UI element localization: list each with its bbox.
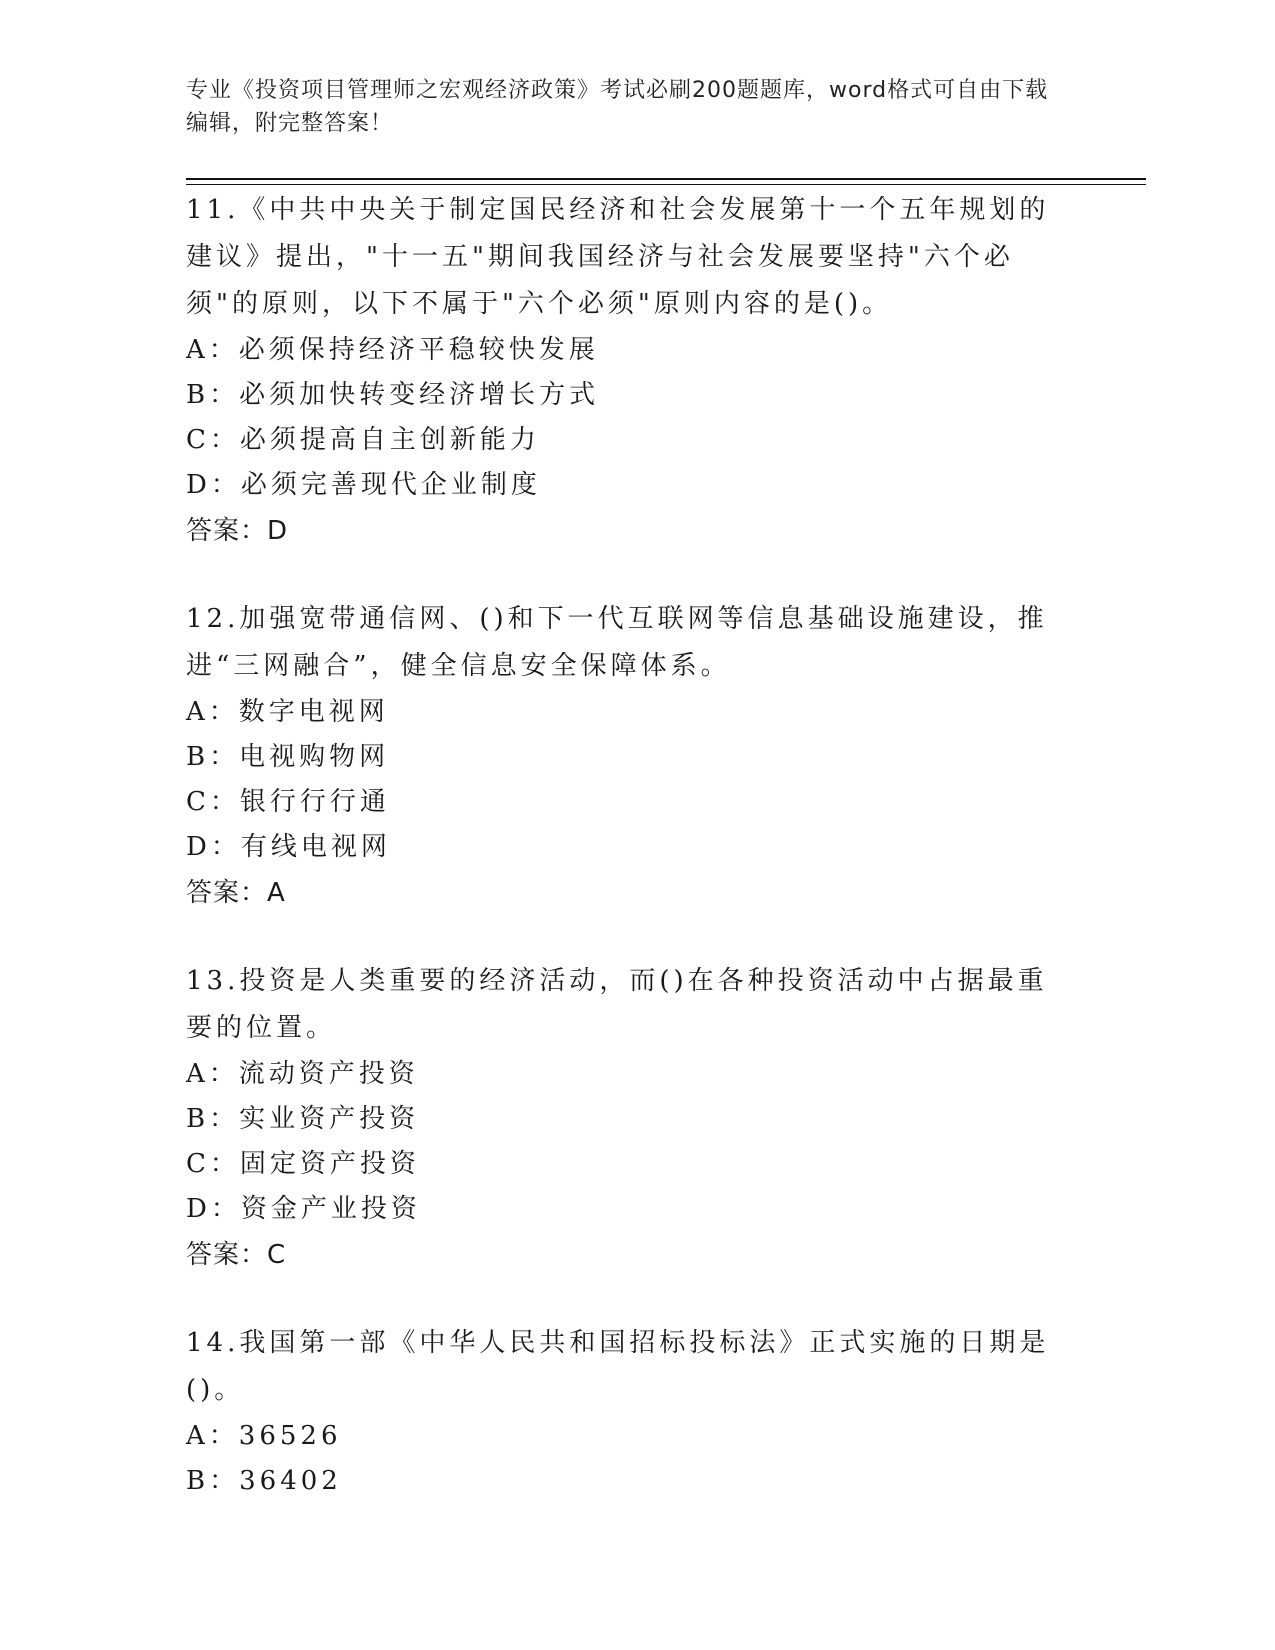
header-divider — [186, 178, 1146, 180]
question-text: 12.加强宽带通信网、()和下一代互联网等信息基础设施建设，推进“三网融合”，健全信息安全保障体系。 — [186, 604, 1048, 681]
option-b: B：36402 — [186, 1466, 342, 1496]
option-d: D：资金产业投资 — [186, 1194, 421, 1224]
option-b: B：实业资产投资 — [186, 1104, 420, 1134]
option-a: A：数字电视网 — [186, 697, 389, 727]
option-c: C：银行行行通 — [186, 787, 390, 817]
question-text: 14.我国第一部《中华人民共和国招标投标法》正式实施的日期是()。 — [186, 1328, 1050, 1405]
option-a: A：必须保持经济平稳较快发展 — [186, 335, 599, 365]
header-divider-thin — [186, 184, 1146, 185]
answer: 答案：C — [186, 1240, 287, 1270]
question-14 — [186, 1320, 1076, 1504]
question-list — [186, 187, 1076, 1545]
question-text: 13.投资是人类重要的经济活动，而()在各种投资活动中占据最重要的位置。 — [186, 966, 1048, 1043]
answer: 答案：A — [186, 878, 286, 908]
option-c: C：固定资产投资 — [186, 1149, 420, 1179]
question-12 — [186, 596, 1076, 917]
question-text: 11.《中共中央关于制定国民经济和社会发展第十一个五年规划的建议》提出，"十一五"期间我国经济与社会发展要坚持"六个必须"的原则，以下不属于"六个必须"原则内容的是()。 — [186, 195, 1050, 319]
document-header: 专业《投资项目管理师之宏观经济政策》考试必刷200题题库，word格式可自由下载编辑，附完整答案！ — [186, 78, 1049, 136]
question-11 — [186, 187, 1076, 555]
option-b: B：电视购物网 — [186, 742, 390, 772]
option-b: B：必须加快转变经济增长方式 — [186, 380, 600, 410]
option-c: C：必须提高自主创新能力 — [186, 425, 540, 455]
option-d: D：必须完善现代企业制度 — [186, 470, 541, 500]
option-a: A：流动资产投资 — [186, 1059, 419, 1089]
question-13 — [186, 958, 1076, 1279]
answer: 答案：D — [186, 516, 289, 546]
option-d: D：有线电视网 — [186, 832, 391, 862]
option-a: A：36526 — [186, 1421, 342, 1451]
